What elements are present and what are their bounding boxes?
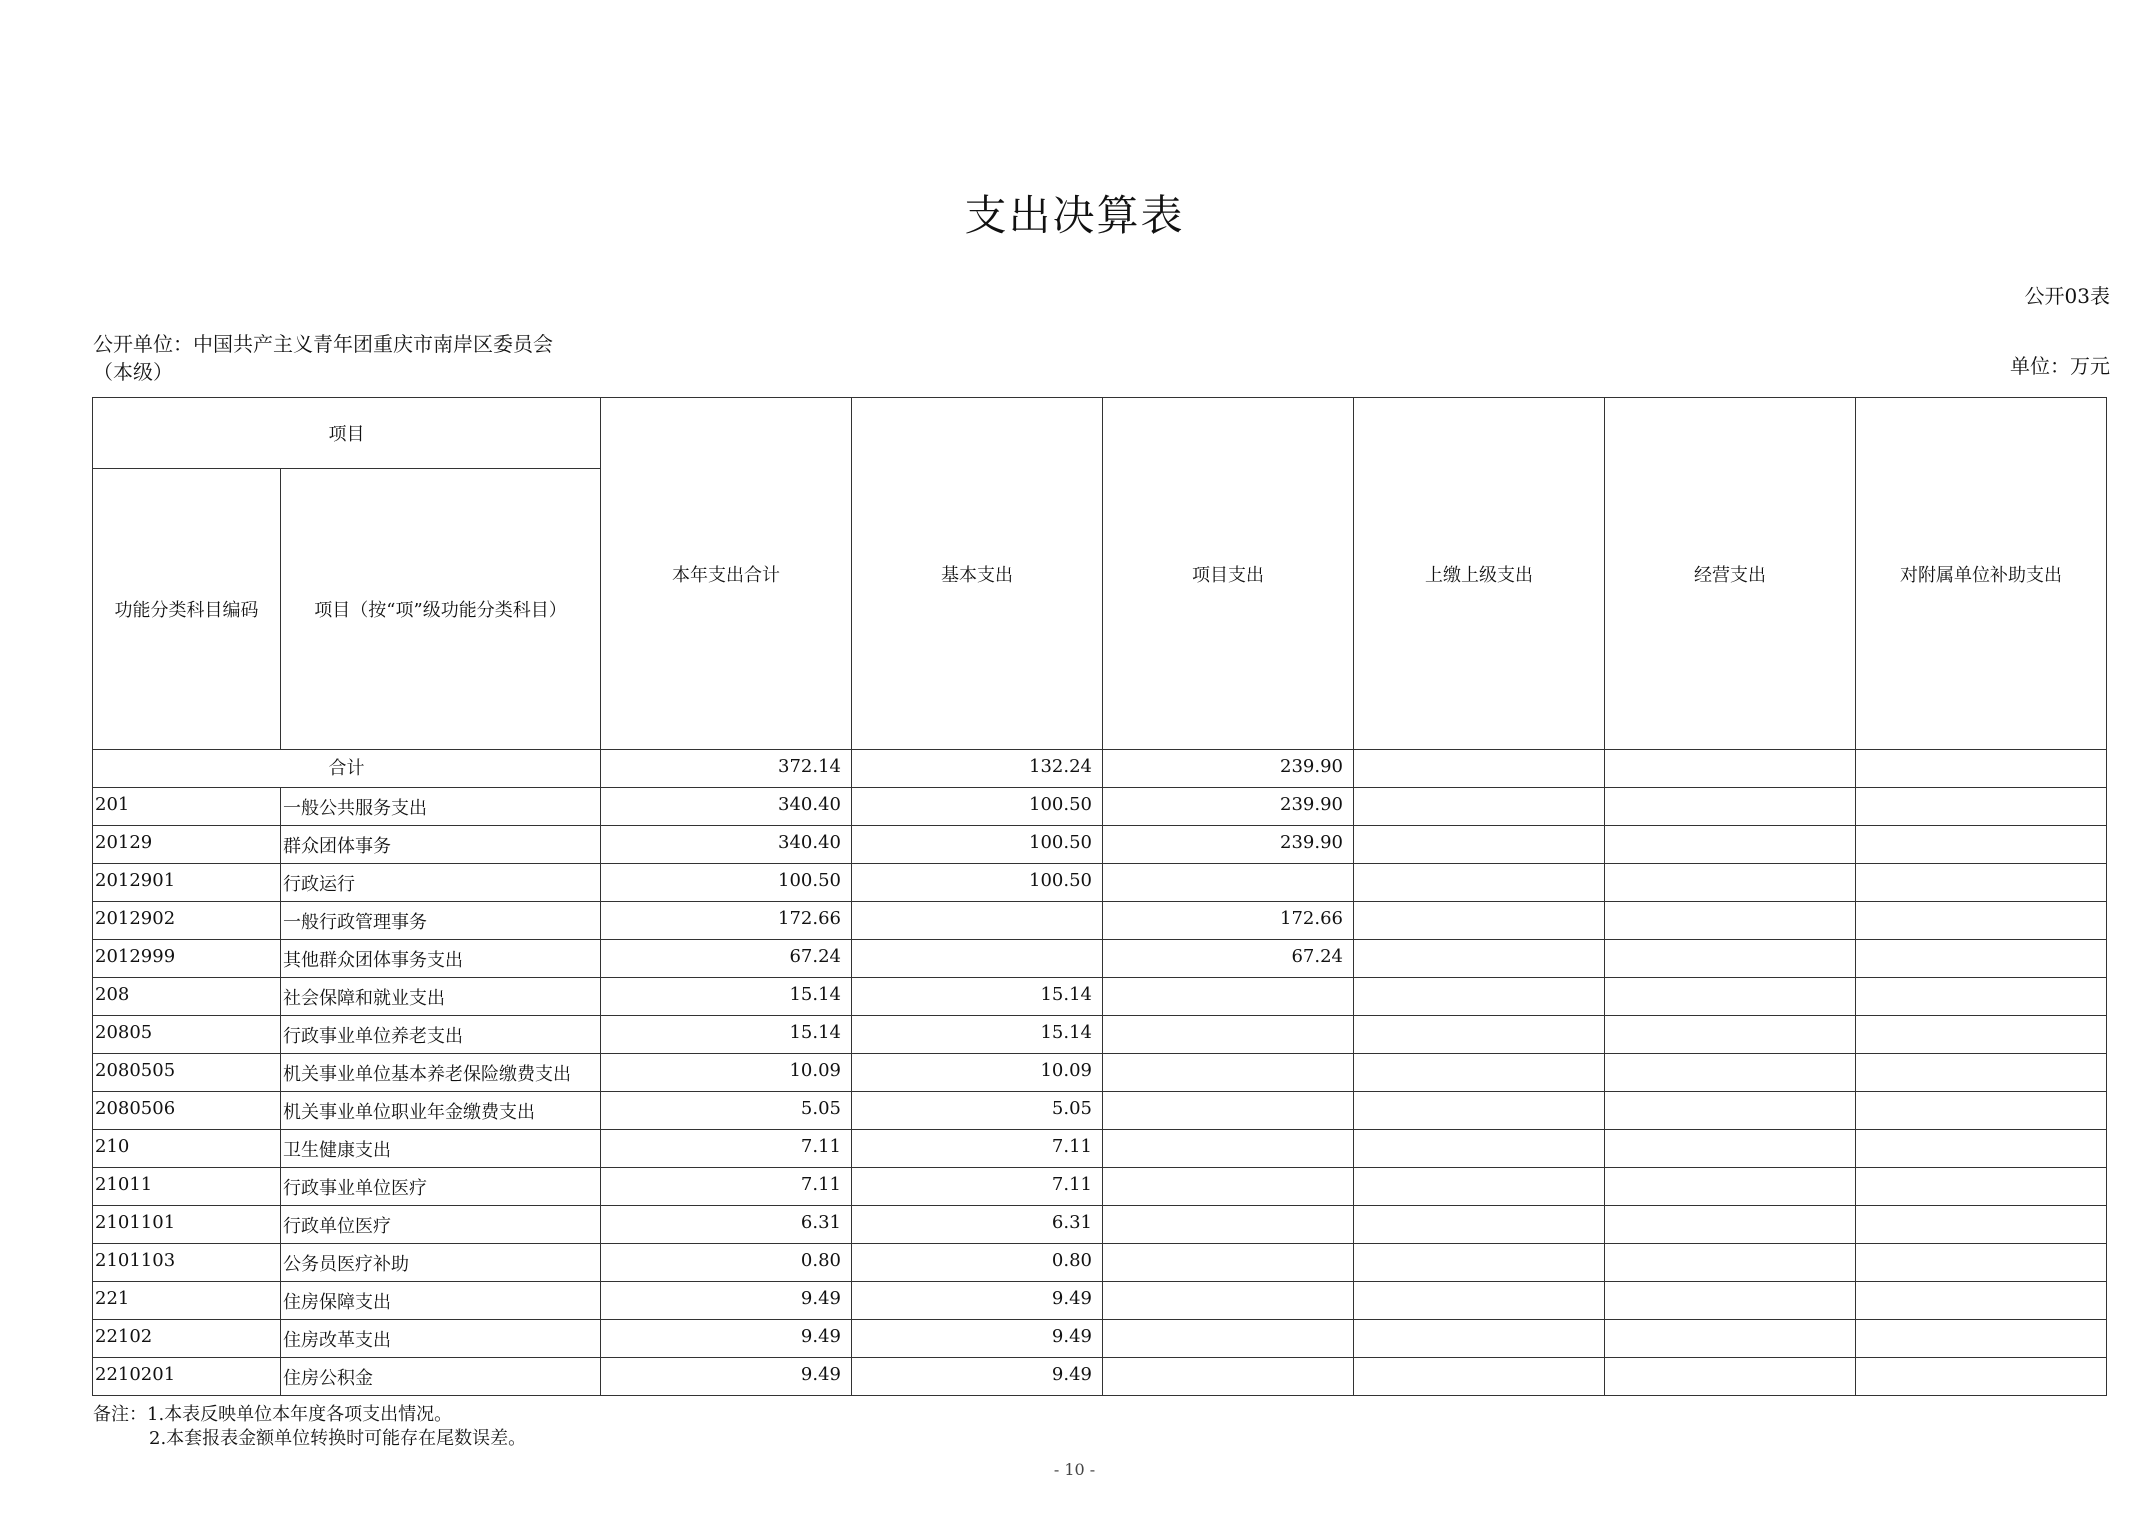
row-code: 2080505 [93,1054,281,1092]
row-name: 行政单位医疗 [281,1206,601,1244]
header-project-expense: 项目支出 [1103,398,1354,750]
row-total: 15.14 [601,978,852,1016]
row-name: 群众团体事务 [281,826,601,864]
row-business [1605,788,1856,826]
row-basic: 100.50 [852,788,1103,826]
header-basic: 基本支出 [852,398,1103,750]
row-business [1605,1358,1856,1396]
row-name: 社会保障和就业支出 [281,978,601,1016]
row-name: 住房公积金 [281,1358,601,1396]
row-project [1103,1092,1354,1130]
row-code: 21011 [93,1168,281,1206]
table-row [93,1130,2107,1168]
row-total: 340.40 [601,826,852,864]
row-project [1103,1244,1354,1282]
row-project [1103,864,1354,902]
expenditure-table [92,397,2107,1396]
row-total: 10.09 [601,1054,852,1092]
row-subsidy [1856,902,2107,940]
row-upper [1354,788,1605,826]
row-subsidy [1856,1244,2107,1282]
row-code: 2080506 [93,1092,281,1130]
row-upper [1354,826,1605,864]
row-total: 7.11 [601,1168,852,1206]
row-name: 其他群众团体事务支出 [281,940,601,978]
row-upper [1354,1092,1605,1130]
row-name: 公务员医疗补助 [281,1244,601,1282]
total-business [1605,750,1856,788]
row-basic: 100.50 [852,826,1103,864]
table-row [93,1244,2107,1282]
header-total: 本年支出合计 [601,398,852,750]
table-row [93,1206,2107,1244]
row-upper [1354,864,1605,902]
row-name: 行政事业单位医疗 [281,1168,601,1206]
row-business [1605,978,1856,1016]
row-basic: 5.05 [852,1092,1103,1130]
row-name: 行政事业单位养老支出 [281,1016,601,1054]
total-upper [1354,750,1605,788]
row-business [1605,1016,1856,1054]
currency-unit: 单位：万元 [2010,354,2110,378]
row-business [1605,1130,1856,1168]
row-basic: 9.49 [852,1320,1103,1358]
row-business [1605,1282,1856,1320]
row-subsidy [1856,1358,2107,1396]
row-name: 住房保障支出 [281,1282,601,1320]
page-number: - 10 - [1053,1460,1096,1479]
row-project [1103,1358,1354,1396]
row-name: 机关事业单位职业年金缴费支出 [281,1092,601,1130]
row-total: 0.80 [601,1244,852,1282]
row-total: 9.49 [601,1358,852,1396]
row-total: 9.49 [601,1320,852,1358]
row-name: 一般公共服务支出 [281,788,601,826]
row-business [1605,864,1856,902]
row-project [1103,1282,1354,1320]
row-subsidy [1856,864,2107,902]
row-total: 7.11 [601,1130,852,1168]
note-1: 备注：1.本表反映单位本年度各项支出情况。 [93,1404,453,1425]
row-business [1605,1320,1856,1358]
row-code: 20805 [93,1016,281,1054]
row-project: 67.24 [1103,940,1354,978]
row-basic: 15.14 [852,1016,1103,1054]
row-subsidy [1856,1320,2107,1358]
row-business [1605,1206,1856,1244]
table-row [93,1016,2107,1054]
row-code: 208 [93,978,281,1016]
table-row [93,788,2107,826]
row-code: 210 [93,1130,281,1168]
row-code: 201 [93,788,281,826]
table-row [93,1054,2107,1092]
row-code: 2012999 [93,940,281,978]
row-name: 机关事业单位基本养老保险缴费支出 [281,1054,601,1092]
note-2: 2.本套报表金额单位转换时可能存在尾数误差。 [149,1428,527,1449]
row-subsidy [1856,978,2107,1016]
row-basic: 0.80 [852,1244,1103,1282]
table-row [93,940,2107,978]
row-total: 5.05 [601,1092,852,1130]
row-basic: 100.50 [852,864,1103,902]
row-upper [1354,940,1605,978]
org-line-2: （本级） [93,360,173,384]
row-project [1103,978,1354,1016]
row-code: 20129 [93,826,281,864]
total-project: 239.90 [1103,750,1354,788]
row-total: 9.49 [601,1282,852,1320]
row-basic: 7.11 [852,1168,1103,1206]
total-row [93,750,2107,788]
header-name: 项目（按“项”级功能分类科目） [281,469,601,750]
row-subsidy [1856,1206,2107,1244]
row-total: 6.31 [601,1206,852,1244]
row-name: 卫生健康支出 [281,1130,601,1168]
row-project [1103,1320,1354,1358]
row-basic [852,902,1103,940]
row-upper [1354,1016,1605,1054]
row-name: 住房改革支出 [281,1320,601,1358]
row-subsidy [1856,826,2107,864]
table-row [93,1092,2107,1130]
row-project [1103,1016,1354,1054]
org-line-1: 公开单位：中国共产主义青年团重庆市南岸区委员会 [93,332,553,356]
row-subsidy [1856,1168,2107,1206]
row-business [1605,1092,1856,1130]
row-upper [1354,1282,1605,1320]
row-upper [1354,1130,1605,1168]
total-subsidy [1856,750,2107,788]
row-project [1103,1168,1354,1206]
table-row [93,978,2107,1016]
row-project: 239.90 [1103,826,1354,864]
header-project: 项目 [93,398,601,469]
header-business: 经营支出 [1605,398,1856,750]
row-business [1605,1244,1856,1282]
row-upper [1354,1358,1605,1396]
row-code: 221 [93,1282,281,1320]
table-row [93,1358,2107,1396]
page-title: 支出决算表 [964,191,1185,240]
row-business [1605,902,1856,940]
row-name: 行政运行 [281,864,601,902]
table-row [93,826,2107,864]
row-total: 67.24 [601,940,852,978]
row-subsidy [1856,1282,2107,1320]
row-subsidy [1856,1130,2107,1168]
row-code: 22102 [93,1320,281,1358]
row-upper [1354,1054,1605,1092]
total-total: 372.14 [601,750,852,788]
row-project: 172.66 [1103,902,1354,940]
table-row [93,1282,2107,1320]
row-code: 2210201 [93,1358,281,1396]
row-code: 2101101 [93,1206,281,1244]
row-basic: 6.31 [852,1206,1103,1244]
row-upper [1354,1168,1605,1206]
row-upper [1354,978,1605,1016]
row-total: 100.50 [601,864,852,902]
row-basic: 9.49 [852,1282,1103,1320]
row-upper [1354,1320,1605,1358]
form-number: 公开03表 [2024,284,2110,308]
row-basic: 7.11 [852,1130,1103,1168]
row-code: 2101103 [93,1244,281,1282]
header-subsidy: 对附属单位补助支出 [1856,398,2107,750]
row-business [1605,1168,1856,1206]
row-subsidy [1856,1016,2107,1054]
row-name: 一般行政管理事务 [281,902,601,940]
table-row [93,1168,2107,1206]
row-upper [1354,1206,1605,1244]
row-code: 2012902 [93,902,281,940]
row-subsidy [1856,1054,2107,1092]
row-code: 2012901 [93,864,281,902]
row-total: 15.14 [601,1016,852,1054]
notes [93,1403,526,1451]
header-upper: 上缴上级支出 [1354,398,1605,750]
row-upper [1354,902,1605,940]
row-basic: 10.09 [852,1054,1103,1092]
row-business [1605,826,1856,864]
row-business [1605,940,1856,978]
row-basic: 15.14 [852,978,1103,1016]
row-basic: 9.49 [852,1358,1103,1396]
row-subsidy [1856,940,2107,978]
row-total: 172.66 [601,902,852,940]
total-label: 合计 [93,750,601,788]
row-total: 340.40 [601,788,852,826]
table-row [93,902,2107,940]
total-basic: 132.24 [852,750,1103,788]
row-project [1103,1054,1354,1092]
row-subsidy [1856,788,2107,826]
table-row [93,864,2107,902]
row-project: 239.90 [1103,788,1354,826]
row-project [1103,1130,1354,1168]
row-project [1103,1206,1354,1244]
table-row [93,1320,2107,1358]
row-basic [852,940,1103,978]
row-subsidy [1856,1092,2107,1130]
row-upper [1354,1244,1605,1282]
row-business [1605,1054,1856,1092]
header-code: 功能分类科目编码 [93,469,281,750]
reporting-unit [93,330,553,386]
